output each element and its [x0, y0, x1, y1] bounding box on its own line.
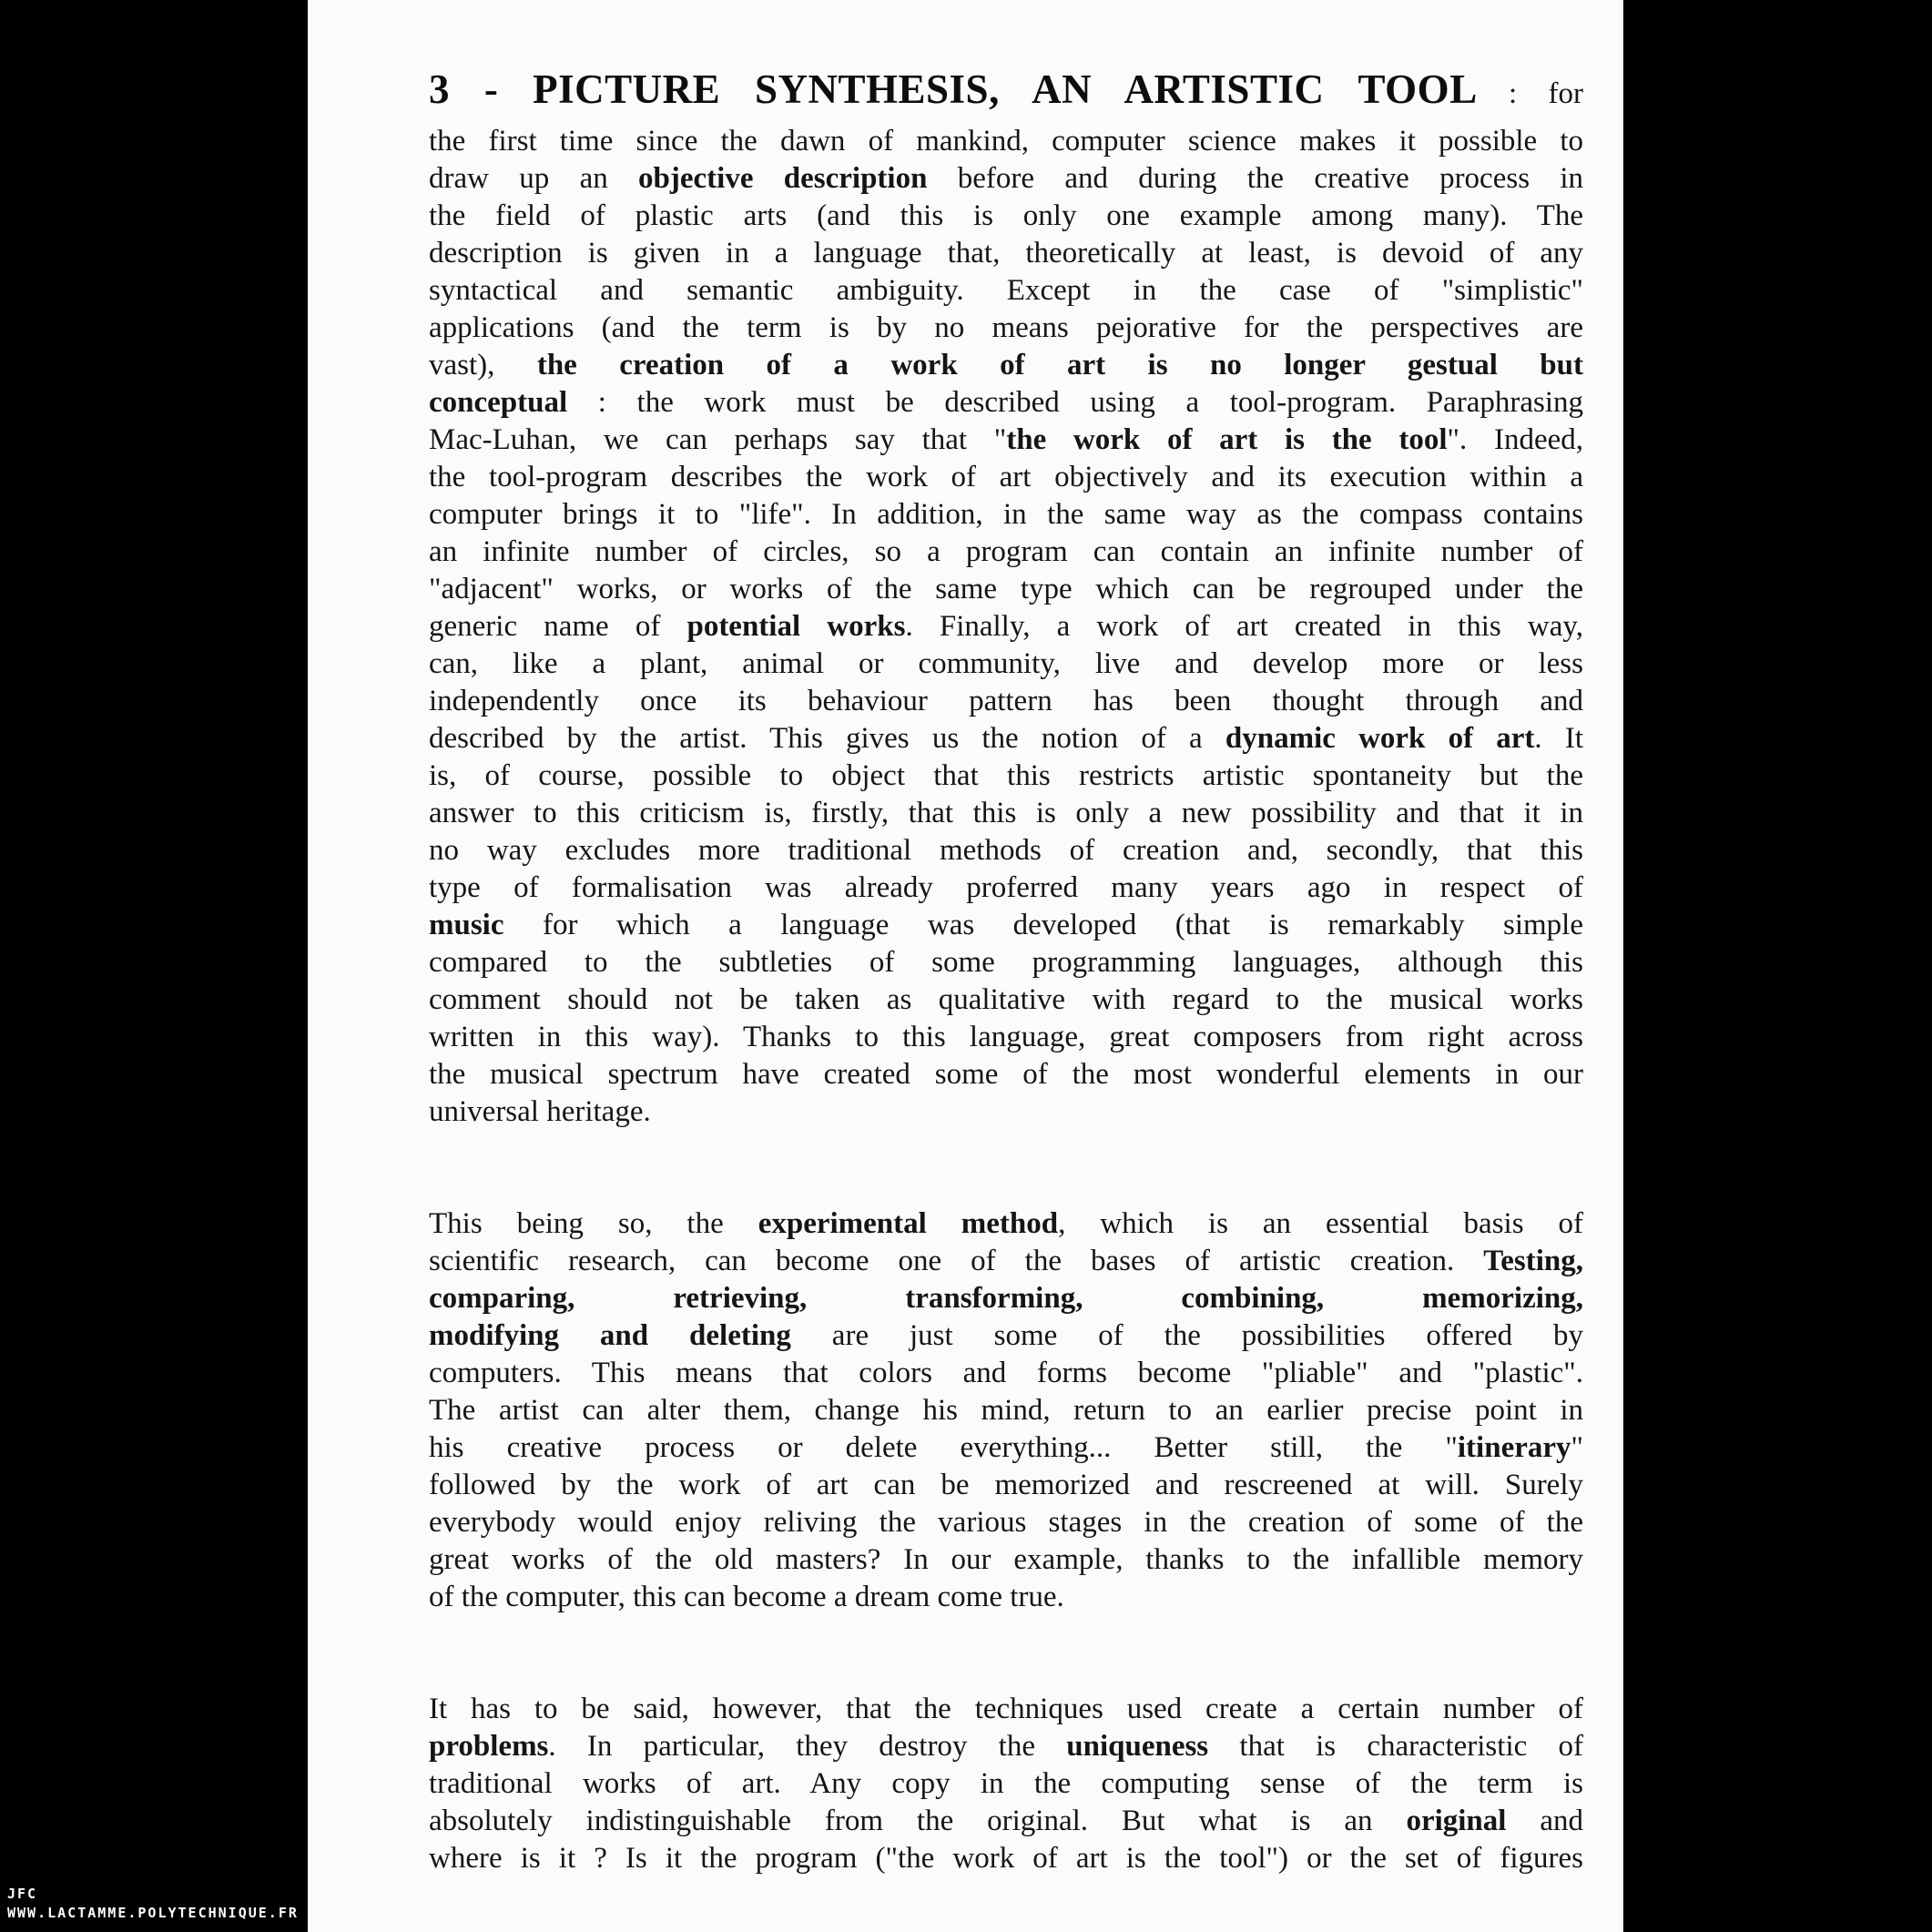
- text-segment: computers. This means that colors and forms become "pliable" and "plastic".: [429, 1357, 1583, 1389]
- text-segment: that is characteristic of: [1208, 1730, 1583, 1763]
- text-segment: traditional works of art. Any copy in the computing sense of the term is: [429, 1767, 1583, 1800]
- text-segment: computer brings it to "life". In addition, in the same way as the compass contains: [429, 498, 1583, 531]
- text-segment: ". Indeed,: [1447, 423, 1584, 456]
- text-segment: and: [1506, 1805, 1584, 1837]
- text-line: [429, 60, 1583, 123]
- bold-text-segment: comparing, retrieving, transforming, combining, memorizing,: [429, 1282, 1583, 1315]
- text-segment: comment should not be taken as qualitative with regard to the musical works: [429, 983, 1583, 1016]
- text-line: [429, 981, 1583, 1019]
- bold-text-segment: itinerary: [1457, 1431, 1571, 1464]
- text-line: [429, 1317, 1583, 1355]
- text-segment: before and during the creative process in: [927, 162, 1584, 195]
- text-line: [429, 496, 1583, 534]
- text-segment: type of formalisation was already proferred many years ago in respect of: [429, 871, 1583, 904]
- bold-text-segment: problems: [429, 1730, 549, 1763]
- text-block: [429, 60, 1583, 1877]
- watermark: [5, 1885, 302, 1923]
- text-line: [429, 310, 1583, 347]
- text-segment: draw up an: [429, 162, 639, 195]
- text-line: [429, 1392, 1583, 1429]
- text-line: [429, 571, 1583, 608]
- text-segment: are just some of the possibilities offered by: [790, 1319, 1583, 1352]
- text-segment: "adjacent" works, or works of the same type which can be regrouped under the: [429, 573, 1583, 605]
- text-line: [429, 1728, 1583, 1765]
- bold-text-segment: Testing,: [1483, 1245, 1583, 1277]
- text-segment: Mac-Luhan, we can perhaps say that ": [429, 423, 1007, 456]
- text-line: [429, 1355, 1583, 1392]
- text-segment: . It: [1534, 722, 1583, 755]
- text-segment: the first time since the dawn of mankind, computer science makes it possible to: [429, 125, 1583, 158]
- text-line: [429, 1429, 1583, 1467]
- text-segment: an infinite number of circles, so a program can contain an infinite number of: [429, 535, 1583, 568]
- paragraph: [429, 1205, 1583, 1616]
- text-segment: can, like a plant, animal or community, live and develop more or less: [429, 647, 1583, 680]
- text-segment: the musical spectrum have created some of the most wonderful elements in our: [429, 1058, 1583, 1091]
- text-segment: description is given in a language that, theoretically at least, is devoid of any: [429, 237, 1583, 269]
- text-line: [429, 1765, 1583, 1803]
- text-line: [429, 1243, 1583, 1280]
- text-segment: generic name of: [429, 610, 687, 643]
- bold-text-segment: dynamic work of art: [1225, 722, 1535, 755]
- paragraph: [429, 1691, 1583, 1877]
- text-line: [429, 646, 1583, 683]
- text-line: [429, 347, 1583, 384]
- text-line: [429, 795, 1583, 832]
- text-line: [429, 160, 1583, 198]
- bold-text-segment: music: [429, 909, 504, 941]
- text-line: [429, 1691, 1583, 1728]
- bold-text-segment: objective description: [638, 162, 928, 195]
- text-segment: ": [1571, 1431, 1583, 1464]
- text-segment: his creative process or delete everything... Better still, the ": [429, 1431, 1458, 1464]
- text-segment: answer to this criticism is, firstly, that this is only a new possibility and that it in: [429, 797, 1583, 829]
- text-segment: the tool-program describes the work of art objectively and its execution within a: [429, 461, 1583, 493]
- text-segment: followed by the work of art can be memorized and rescreened at will. Surely: [429, 1469, 1583, 1501]
- text-line: [429, 944, 1583, 981]
- text-line: [429, 608, 1583, 646]
- text-segment: syntactical and semantic ambiguity. Except in the case of "simplistic": [429, 274, 1583, 307]
- text-line: [429, 384, 1583, 422]
- text-segment: . Finally, a work of art created in this way,: [905, 610, 1583, 643]
- text-segment: compared to the subtleties of some programming languages, although this: [429, 946, 1583, 979]
- bold-text-segment: the work of art is the tool: [1006, 423, 1448, 456]
- bold-text-segment: the creation of a work of art is no longer gestual but: [536, 349, 1583, 381]
- bold-text-segment: uniqueness: [1066, 1730, 1209, 1763]
- text-segment: described by the artist. This gives us the notion of a: [429, 722, 1225, 755]
- watermark-author: JFC: [5, 1885, 41, 1904]
- text-segment: great works of the old masters? In our example, thanks to the infallible memory: [429, 1543, 1583, 1576]
- text-line: [429, 1019, 1583, 1056]
- text-segment: for which a language was developed (that is remarkably simple: [503, 909, 1583, 941]
- section-title: 3 - PICTURE SYNTHESIS, AN ARTISTIC TOOL: [429, 66, 1478, 112]
- text-line: [429, 1504, 1583, 1541]
- text-line: [429, 758, 1583, 795]
- text-segment: . In particular, they destroy the: [548, 1730, 1067, 1763]
- text-line: [429, 1579, 1583, 1616]
- text-segment: , which is an essential basis of: [1058, 1207, 1583, 1240]
- text-segment: vast),: [429, 349, 537, 381]
- text-segment: everybody would enjoy reliving the various stages in the creation of some of the: [429, 1506, 1583, 1539]
- text-segment: It has to be said, however, that the techniques used create a certain number of: [429, 1693, 1583, 1725]
- text-segment: : the work must be described using a tool-program. Paraphrasing: [567, 386, 1583, 419]
- text-line: [429, 1056, 1583, 1093]
- text-segment: absolutely indistinguishable from the original. But what is an: [429, 1805, 1407, 1837]
- bold-text-segment: potential works: [686, 610, 906, 643]
- text-segment: where is it ? Is it the program ("the work of art is the tool") or the set of figures: [429, 1842, 1583, 1875]
- text-segment: the field of plastic arts (and this is only one example among many). The: [429, 199, 1583, 232]
- text-segment: is, of course, possible to object that this restricts artistic spontaneity but the: [429, 759, 1583, 792]
- text-line: [429, 1840, 1583, 1877]
- text-segment: : for: [1477, 77, 1583, 110]
- text-segment: scientific research, can become one of the bases of artistic creation.: [429, 1245, 1484, 1277]
- text-line: [429, 534, 1583, 571]
- text-line: [429, 272, 1583, 310]
- text-line: [429, 198, 1583, 235]
- text-line: [429, 869, 1583, 907]
- text-line: [429, 422, 1583, 459]
- text-segment: This being so, the: [429, 1207, 758, 1240]
- bold-text-segment: modifying and deleting: [429, 1319, 791, 1352]
- paragraph: [429, 60, 1583, 1131]
- text-line: [429, 235, 1583, 272]
- text-line: [429, 720, 1583, 758]
- text-line: [429, 1467, 1583, 1504]
- text-line: [429, 1280, 1583, 1317]
- watermark-url: WWW.LACTAMME.POLYTECHNIQUE.FR: [5, 1904, 302, 1923]
- bold-text-segment: experimental method: [758, 1207, 1059, 1240]
- text-segment: applications (and the term is by no means pejorative for the perspectives are: [429, 311, 1583, 344]
- text-line: [429, 123, 1583, 160]
- bold-text-segment: original: [1406, 1805, 1507, 1837]
- text-segment: The artist can alter them, change his mind, return to an earlier precise point in: [429, 1394, 1583, 1427]
- text-line: [429, 1541, 1583, 1579]
- text-line: [429, 1803, 1583, 1840]
- text-line: [429, 832, 1583, 869]
- text-segment: independently once its behaviour pattern has been thought through and: [429, 685, 1583, 717]
- text-line: [429, 1205, 1583, 1243]
- text-segment: written in this way). Thanks to this language, great composers from right across: [429, 1021, 1583, 1053]
- text-line: [429, 1093, 1583, 1131]
- text-line: [429, 459, 1583, 496]
- text-segment: of the computer, this can become a dream come true.: [429, 1581, 1064, 1613]
- document-page: [308, 0, 1623, 1932]
- text-line: [429, 907, 1583, 944]
- text-segment: universal heritage.: [429, 1095, 651, 1128]
- bold-text-segment: conceptual: [429, 386, 568, 419]
- text-line: [429, 683, 1583, 720]
- text-segment: no way excludes more traditional methods of creation and, secondly, that this: [429, 834, 1583, 867]
